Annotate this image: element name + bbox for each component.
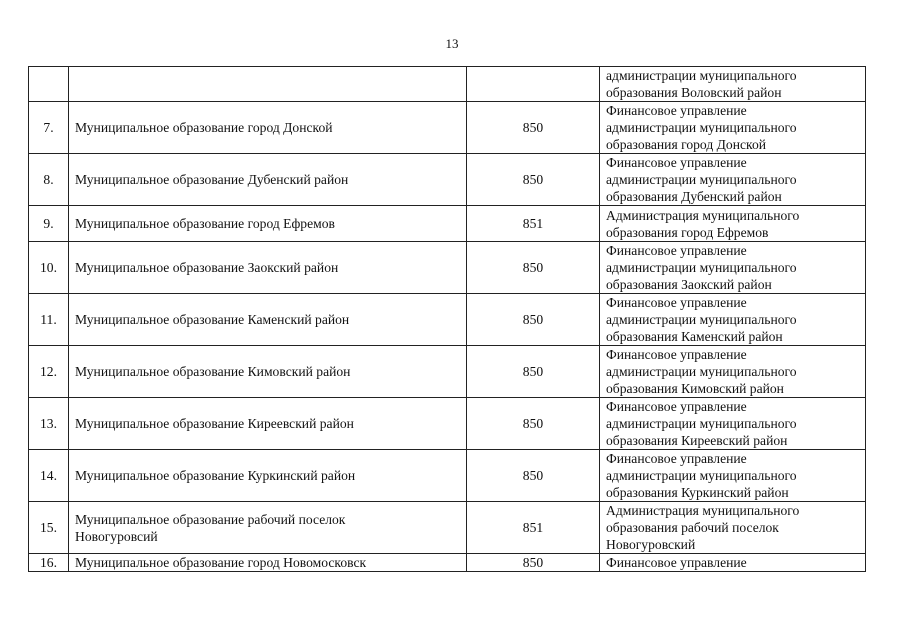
administrator-line: образования Куркинский район	[606, 485, 789, 500]
administrator-line: Финансовое управление	[606, 155, 747, 170]
table-row	[29, 102, 866, 154]
row-number-cell: 15.	[29, 502, 69, 554]
row-number-cell: 10.	[29, 242, 69, 294]
row-number-cell: 13.	[29, 398, 69, 450]
code-cell: 850	[467, 294, 600, 346]
administrator-line: образования город Донской	[606, 137, 767, 152]
code-cell: 851	[467, 502, 600, 554]
table-row	[29, 242, 866, 294]
administrator-cell	[600, 398, 866, 450]
administrator-line: образования Кимовский район	[606, 381, 784, 396]
row-number-cell: 16.	[29, 554, 69, 572]
municipality-name-line: Муниципальное образование рабочий поселок	[75, 511, 346, 527]
municipality-name-line: Муниципальное образование Куркинский район	[75, 468, 356, 483]
code-cell: 850	[467, 450, 600, 502]
administrator-line: администрации муниципального	[606, 468, 797, 483]
code-cell: 850	[467, 398, 600, 450]
administrator-cell	[600, 346, 866, 398]
administrator-cell	[600, 502, 866, 554]
administrator-line: образования рабочий поселок	[606, 520, 779, 535]
table-row	[29, 502, 866, 554]
administrator-cell	[600, 242, 866, 294]
table-row	[29, 346, 866, 398]
administrator-line: образования Каменский район	[606, 329, 783, 344]
municipality-name-cell	[69, 154, 467, 206]
municipality-table	[28, 66, 866, 572]
municipality-name-cell	[69, 346, 467, 398]
administrator-line: администрации муниципального	[606, 260, 797, 275]
municipality-name-line: Муниципальное образование город Ефремов	[75, 216, 335, 231]
administrator-line: администрации муниципального	[606, 68, 797, 83]
administrator-line: Администрация муниципального	[606, 503, 800, 518]
code-cell: 850	[467, 102, 600, 154]
administrator-line: образования город Ефремов	[606, 224, 769, 240]
code-cell: 850	[467, 154, 600, 206]
administrator-cell	[600, 554, 866, 572]
administrator-line: Финансовое управление	[606, 243, 747, 258]
municipality-name-line: Муниципальное образование Кимовский район	[75, 364, 351, 379]
table-row	[29, 398, 866, 450]
table-row	[29, 154, 866, 206]
municipality-name-line: Муниципальное образование город Донской	[75, 120, 333, 135]
administrator-line: Финансовое управление	[606, 347, 747, 362]
code-cell	[467, 67, 600, 102]
municipality-name-cell	[69, 554, 467, 572]
administrator-cell	[600, 206, 866, 242]
administrator-line: администрации муниципального	[606, 172, 797, 187]
table-body	[29, 67, 866, 572]
municipality-name-line: Муниципальное образование город Новомосковск	[75, 555, 367, 570]
row-number-cell	[29, 67, 69, 102]
administrator-line: Финансовое управление	[606, 555, 747, 570]
table-row	[29, 450, 866, 502]
code-cell: 850	[467, 554, 600, 572]
administrator-cell	[600, 154, 866, 206]
municipality-name-cell	[69, 242, 467, 294]
administrator-cell	[600, 450, 866, 502]
table-row	[29, 67, 866, 102]
administrator-line: образования Воловский район	[606, 85, 782, 100]
code-cell: 850	[467, 242, 600, 294]
administrator-line: Финансовое управление	[606, 103, 747, 118]
administrator-line: администрации муниципального	[606, 364, 797, 379]
municipality-name-cell	[69, 102, 467, 154]
page-number: 13	[445, 36, 459, 51]
administrator-line: образования Дубенский район	[606, 189, 782, 204]
row-number-cell: 8.	[29, 154, 69, 206]
administrator-line: образования Киреевский район	[606, 433, 788, 448]
administrator-cell	[600, 102, 866, 154]
municipality-name-line: Новогуровсий	[75, 528, 158, 544]
municipality-name-cell	[69, 398, 467, 450]
table-row	[29, 294, 866, 346]
municipality-name-line: Муниципальное образование Киреевский район	[75, 416, 354, 431]
municipality-name-cell	[69, 450, 467, 502]
administrator-line: Новогуровский	[606, 537, 696, 552]
municipality-name-line: Муниципальное образование Заокский район	[75, 260, 339, 275]
municipality-name-cell	[69, 294, 467, 346]
administrator-line: администрации муниципального	[606, 120, 797, 135]
row-number-cell: 7.	[29, 102, 69, 154]
municipality-name-cell	[69, 206, 467, 242]
administrator-line: образования Заокский район	[606, 277, 772, 292]
row-number-cell: 12.	[29, 346, 69, 398]
administrator-line: Администрация муниципального	[606, 207, 800, 223]
municipality-name-cell	[69, 502, 467, 554]
administrator-cell	[600, 67, 866, 102]
municipality-name-line: Муниципальное образование Каменский район	[75, 312, 350, 327]
table-row	[29, 206, 866, 242]
administrator-cell	[600, 294, 866, 346]
code-cell: 851	[467, 206, 600, 242]
administrator-line: администрации муниципального	[606, 416, 797, 431]
municipality-name-line: Муниципальное образование Дубенский район	[75, 172, 349, 187]
administrator-line: Финансовое управление	[606, 295, 747, 310]
row-number-cell: 11.	[29, 294, 69, 346]
row-number-cell: 14.	[29, 450, 69, 502]
municipality-name-cell	[69, 67, 467, 102]
administrator-line: Финансовое управление	[606, 451, 747, 466]
administrator-line: Финансовое управление	[606, 399, 747, 414]
code-cell: 850	[467, 346, 600, 398]
administrator-line: администрации муниципального	[606, 312, 797, 327]
table-row	[29, 554, 866, 572]
row-number-cell: 9.	[29, 206, 69, 242]
